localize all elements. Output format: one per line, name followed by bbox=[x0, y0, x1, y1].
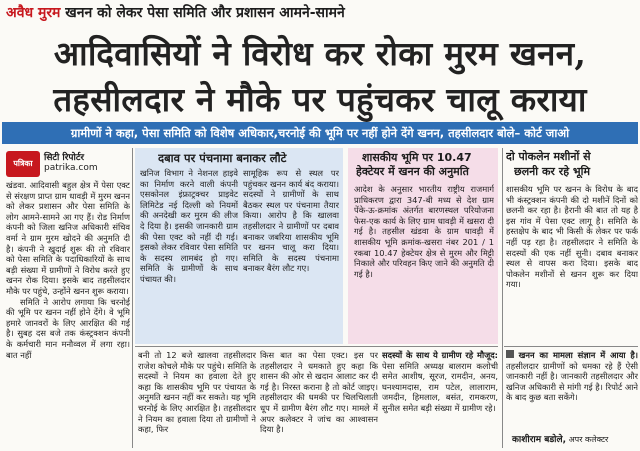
attendees-body: पेसा समिति अध्यक्ष बालराम कलोची समेत आशीष, सूरज, रामदीन, अनय, घनश्यामदास, राम पटेल, लालाराम, जमदीन, हिमलाल, बसंत, रामकरण, सुनील समेत बड़ी संख्या में ग्रामीण रहे। bbox=[382, 360, 498, 413]
site-url: patrika.com bbox=[44, 163, 98, 173]
story-para-2: समिति ने आरोप लगाया कि चरनोई की भूमि पर खनन नहीं होने देंगे। वे भूमि हमारे जानवरों के लिए आरक्षित की गई है। सुबह दस बजे तक कंस्ट्रक्शन कंपनी के कर्मचारी मान मनौव्वल में लगा रहा। बात नहीं bbox=[6, 296, 130, 360]
byline: सिटी रिपोर्टर bbox=[44, 153, 85, 163]
attribution-name: काशीराम बडोले, bbox=[512, 435, 567, 445]
sidebar-permission-body: आदेश के अनुसार भारतीय राष्ट्रीय राजमार्ग प्राधिकरण द्वारा 347-बी मध्य से देश ग्राम पेंके-ऊ-क्रमांक अंतर्गत बारणस्थल परियोजना फेस-एक कार्य के लिए ग्राम धावड़ी में खसरा दी गई है। तहसील खंडवा के ग्राम धावड़ी में शासकीय भूमि क्रमांक-खसरा नंबर 201 / 1 रकबा 10.47 हेक्टेयर क्षेत्र से मुरम और मिट्टी निकाले और परिवहन किए जाने की अनुमति दी गई है। bbox=[354, 184, 494, 279]
kicker bbox=[6, 3, 345, 22]
sidebar-pressure-right: सामूहिक रूप से स्थल पर पहुंचकर खनन कार्य बंद कराया। सदस्यों ने ग्रामीणों के साथ बैठकर स्थल पर पंचनामा तैयार किया। आरोप है कि खालवा तहसीलदार ने ग्रामीणों पर दबाव बनाकर जबरिया शासकीय भूमि पर खनन चालू करा दिया। समिति के सदस्य पंचनामा बनाकर बैरंग लौट गए। bbox=[243, 168, 339, 274]
section-divider bbox=[504, 346, 638, 347]
patrika-logo: पत्रिका bbox=[6, 151, 40, 177]
sidebar-machines-body: शासकीय भूमि पर खनन के विरोध के बाद भी कंस्ट्रक्शन कंपनी की दो मशीनें दिनों को छलनी कर रहा है। हैरानी की बात तो यह है इस गांव में पेसा एक्ट लागू है। समिति के हस्तक्षेप के बाद भी किसी के लेकर पर फर्क नहीं पड़ रहा है। तहसीलदार ने समिति के सदस्यों की एक नहीं सुनी। दबाव बनाकर स्थल से वापस करा दिया। इसके बाद पोकलेन मशीनों से खनन शुरू कर दिया गया। bbox=[506, 184, 638, 290]
sidebar-heading-pressure: दबाव पर पंचनामा बनाकर लौटे bbox=[158, 152, 287, 165]
quote-attribution bbox=[512, 432, 608, 445]
kicker-text: खनन को लेकर पेसा समिति और प्रशासन आमने-सामने bbox=[60, 5, 345, 21]
headline-line-2: तहसीलदार ने मौके पर पहुंचकर चालू कराया bbox=[53, 80, 587, 119]
collector-quote bbox=[506, 350, 638, 426]
quote-marker-icon bbox=[506, 350, 514, 358]
column-divider bbox=[132, 148, 133, 448]
sidebar-heading-permission-2: हेक्टेयर में खनन की अनुमति bbox=[356, 165, 469, 178]
quote-body: तहसीलदार ग्रामीणों को धमका रहे हैं ऐसी जानकारी नहीं है। जानकारी तहसीलदार और खनिज अधिकारी से मांगी गई है। रिपोर्ट आने के बाद कुछ बता सकेंगे। bbox=[506, 360, 638, 403]
section-divider bbox=[135, 346, 498, 347]
sidebar-heading-machines-1: दो पोकलेन मशीनों से bbox=[506, 150, 591, 163]
story-column-2: बनी तो 12 बजे खालवा तहसीलदार राजेश कोचले मौके पर पहुंचे। समिति के सदस्यों ने नियम का हवाला देते हुए कहा कि शासकीय भूमि पर पंचायत के अनुमति खनन नहीं कर सकते। यह भूमि चरनोई के लिए आरक्षित है। तहसीलदार ने नियम का हवाला दिया तो ग्रामीणों ने कहा, फिर bbox=[138, 350, 256, 435]
sidebar-heading-permission-1: शासकीय भूमि पर 10.47 bbox=[362, 151, 472, 164]
column-divider bbox=[502, 148, 503, 448]
sidebar-heading-machines-2: छलनी कर रहे भूमि bbox=[514, 165, 591, 178]
sidebar-pressure-left: खनिज विभाग ने नेशनल हाइवे का निर्माण करने वाली कंपनी एसकोनल इंफ्राट्रक्चर प्राइवेट लिमिटेड नई दिल्ली को नियमों की अनदेखी कर मुरम की लीज दे दिया है। इसकी जानकारी ग्राम की पेसा एक्ट को नहीं दी गई। इसको लेकर रविवार पेसा समिति के सदस्य लामबंद हो गए। समिति के ग्रामीणों के साथ पंचायत की। bbox=[140, 168, 238, 284]
subheadline-banner: ग्रामीणों ने कहा, पेसा समिति को विशेष अधिकार,चरनोई की भूमि पर नहीं होने देंगे खनन, तहसीलदार बोले– कोर्ट जाओ bbox=[2, 122, 638, 144]
story-column-1 bbox=[6, 180, 130, 448]
quote-lead: खनन का मामला संज्ञान में आया है। bbox=[518, 350, 638, 360]
attribution-role: अपर कलेक्टर bbox=[566, 435, 609, 444]
headline-line-1: आदिवासियों ने विरोध कर रोका मुरम खनन, bbox=[53, 34, 587, 73]
kicker-highlight: अवैध मुरम bbox=[6, 5, 61, 21]
attendees-lead: सदस्यों के साथ ये ग्रामीण रहे मौजूद: bbox=[382, 350, 498, 360]
story-column-3: किस बात का पेसा एक्ट। इस पर तहसीलदार ने धमकाते हुए कहा कि शासन की ओर से खदान आलाट कर दी गई है। निरस्त कराना है तो कोर्ट जाइए। तहसीलदार की धमकी पर चिलचिलाती धूप में ग्रामीण बैरंग लौट गए। मामले में अपर कलेक्टर ने जांच का आश्वासन दिया है। bbox=[260, 350, 378, 435]
story-column-4 bbox=[382, 350, 498, 448]
story-para-1: खंडवा. आदिवासी बहुल क्षेत्र में पेसा एक्ट से संरक्षण प्राप्त ग्राम धावड़ी में मुरम खनन को लेकर प्रशासन और पेसा समिति के लोग आमने-सामने आ गए हैं। रोड निर्माण कंपनी को जिला खनिज अधिकारी संचिव वर्मा ने ग्राम मुरम खोदने की अनुमति दी है। कंपनी ने खुदाई शुरू की तो रविवार को पेसा समिति के पदाधिकारियों के साथ बड़ी संख्या में ग्रामीणों ने विरोध करते हुए खनन रोक दिया। इसके बाद तहसीलदार मौके पर पहुंचे, उन्होंने खनन शुरू कराया। bbox=[6, 180, 130, 296]
